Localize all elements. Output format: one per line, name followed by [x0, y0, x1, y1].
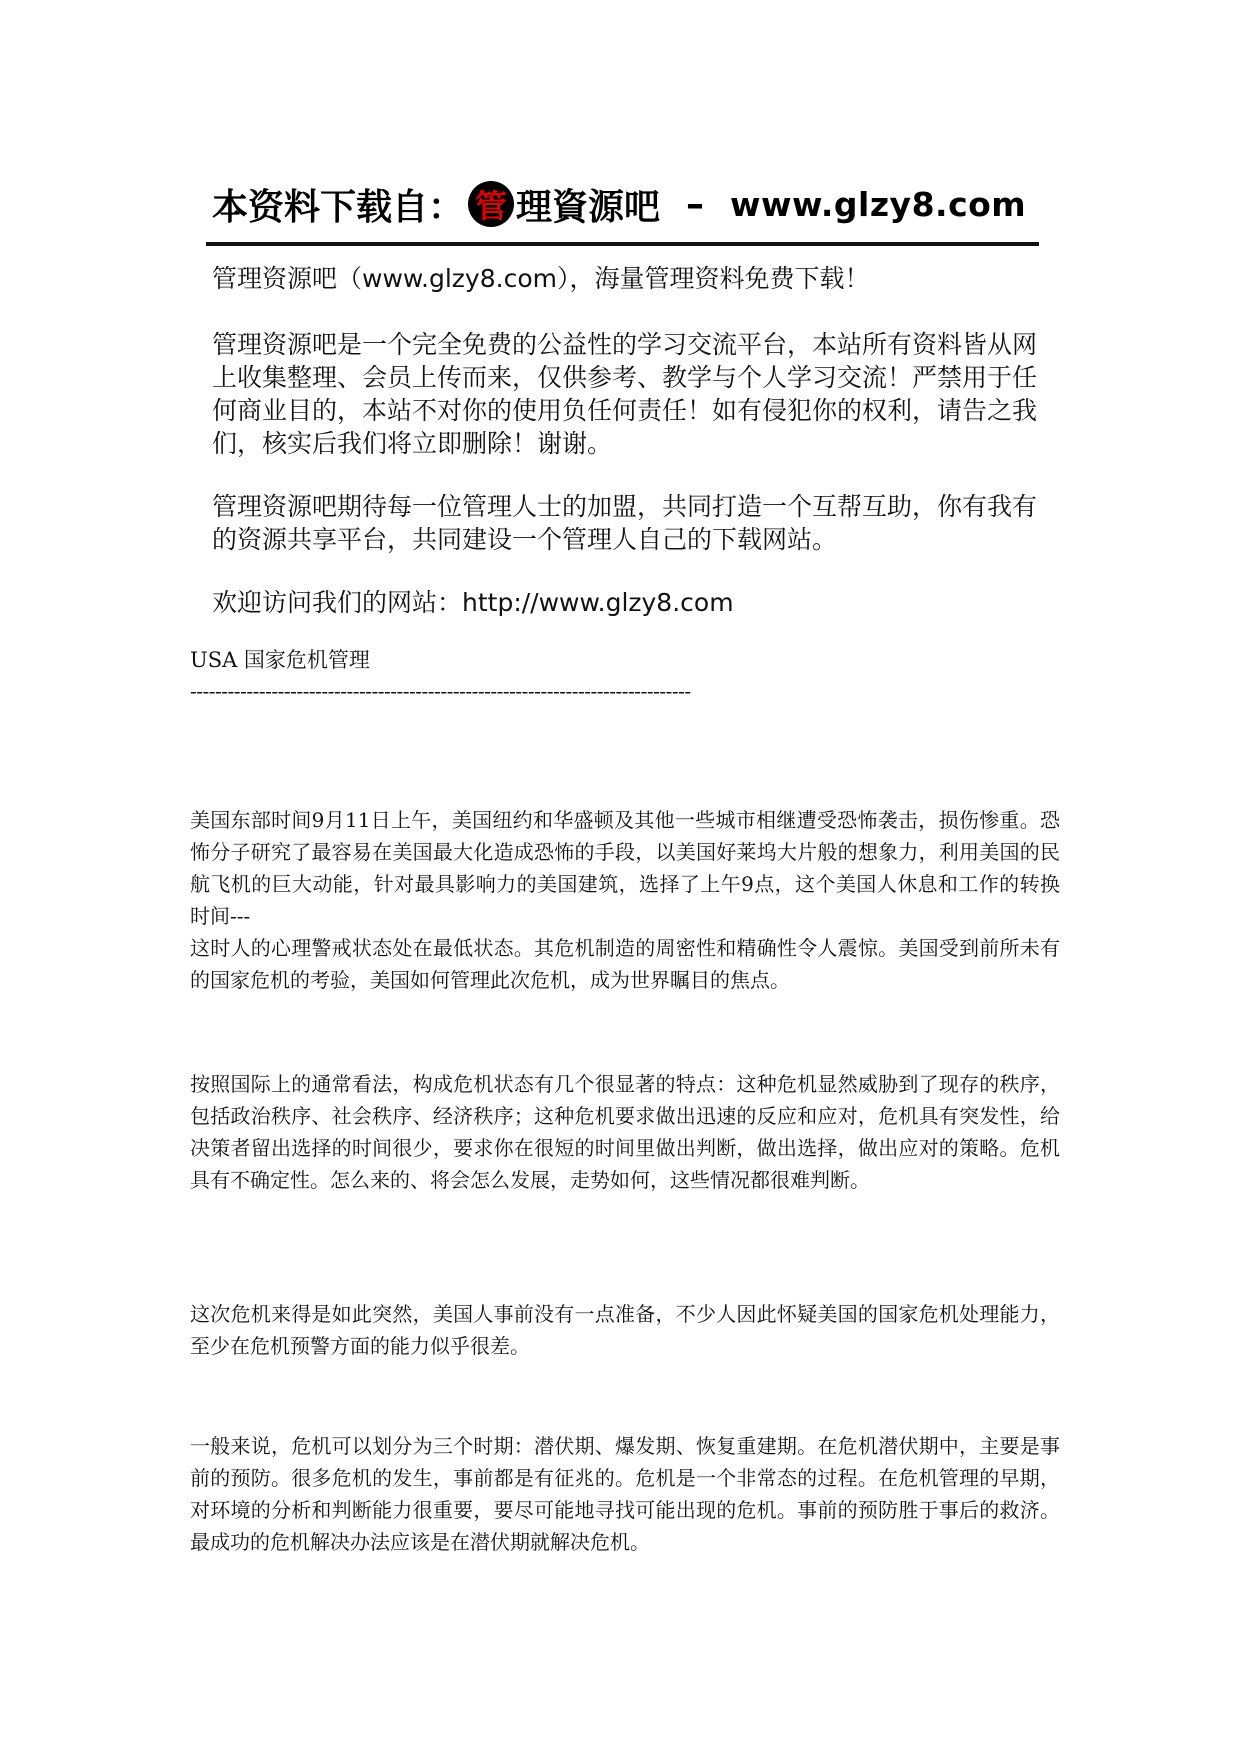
site-logo-icon: 管: [468, 181, 514, 227]
paragraph-5: 一般来说，危机可以划分为三个时期：潜伏期、爆发期、恢复重建期。在危机潜伏期中，主要是事前的预防。很多危机的发生，事前都是有征兆的。危机是一个非常态的过程。在危机管理的早期，对环境的分析和判断能力很重要，要尽可能地寻找可能出现的危机。事前的预防胜于事后的救济。最成功的危机解决办法应该是在潜伏期就解决危机。: [190, 1434, 1060, 1554]
banner-dash: –: [686, 183, 705, 225]
banner-title-prefix: 本资料下载自：: [212, 186, 465, 228]
paragraph-2: 这时人的心理警戒状态处在最低状态。其危机制造的周密性和精确性令人震惊。美国受到前所未有的国家危机的考验，美国如何管理此次危机，成为世界瞩目的焦点。: [190, 936, 1060, 992]
banner-site-name: 理資源吧: [516, 186, 661, 228]
paragraph-4: 这次危机来得是如此突然，美国人事前没有一点准备，不少人因此怀疑美国的国家危机处理能力， 至少在危机预警方面的能力似乎很差。: [190, 1302, 1060, 1358]
paragraph-3: 按照国际上的通常看法，构成危机状态有几个很显著的特点：这种危机显然威胁到了现存的秩序，包括政治秩序、社会秩序、经济秩序；这种危机要求做出迅速的反应和应对，危机具有突发性，给决策者留出选择的时间很少，要求你在很短的时间里做出判断，做出选择，做出应对的策略。危机具有不确定性。怎么来的、将会怎么发展，走势如何，这些情况都很难判断。: [190, 1072, 1060, 1192]
banner-line-intro: 管理资源吧（www.glzy8.com），海量管理资料免费下载！: [212, 264, 870, 293]
banner-title: [212, 174, 1026, 234]
document-divider: --------------------------------------------------------------------------------: [190, 679, 691, 703]
document-title: USA 国家危机管理: [190, 648, 370, 672]
banner-line-invitation: 管理资源吧期待每一位管理人士的加盟，共同打造一个互帮互助，你有我有的资源共享平台，共同建设一个管理人自己的下载网站。: [212, 492, 1038, 554]
paragraph-1: 美国东部时间9月11日上午，美国纽约和华盛顿及其他一些城市相继遭受恐怖袭击，损伤惨重。恐怖分子研究了最容易在美国最大化造成恐怖的手段，以美国好莱坞大片般的想象力，利用美国的民航飞机的巨大动能，针对最具影响力的美国建筑，选择了上午9点，这个美国人休息和工作的转换时间---: [190, 808, 1060, 928]
banner-divider: [206, 242, 1039, 246]
banner-line-website[interactable]: 欢迎访问我们的网站：http://www.glzy8.com: [212, 588, 734, 617]
banner-site-url[interactable]: www.glzy8.com: [730, 184, 1027, 224]
download-banner: [206, 150, 1046, 617]
banner-line-disclaimer: 管理资源吧是一个完全免费的公益性的学习交流平台，本站所有资料皆从网上收集整理、会员上传而来，仅供参考、教学与个人学习交流！严禁用于任何商业目的，本站不对你的使用负任何责任！如有侵犯你的权利，请告之我们，核实后我们将立即删除！谢谢。: [212, 330, 1038, 458]
